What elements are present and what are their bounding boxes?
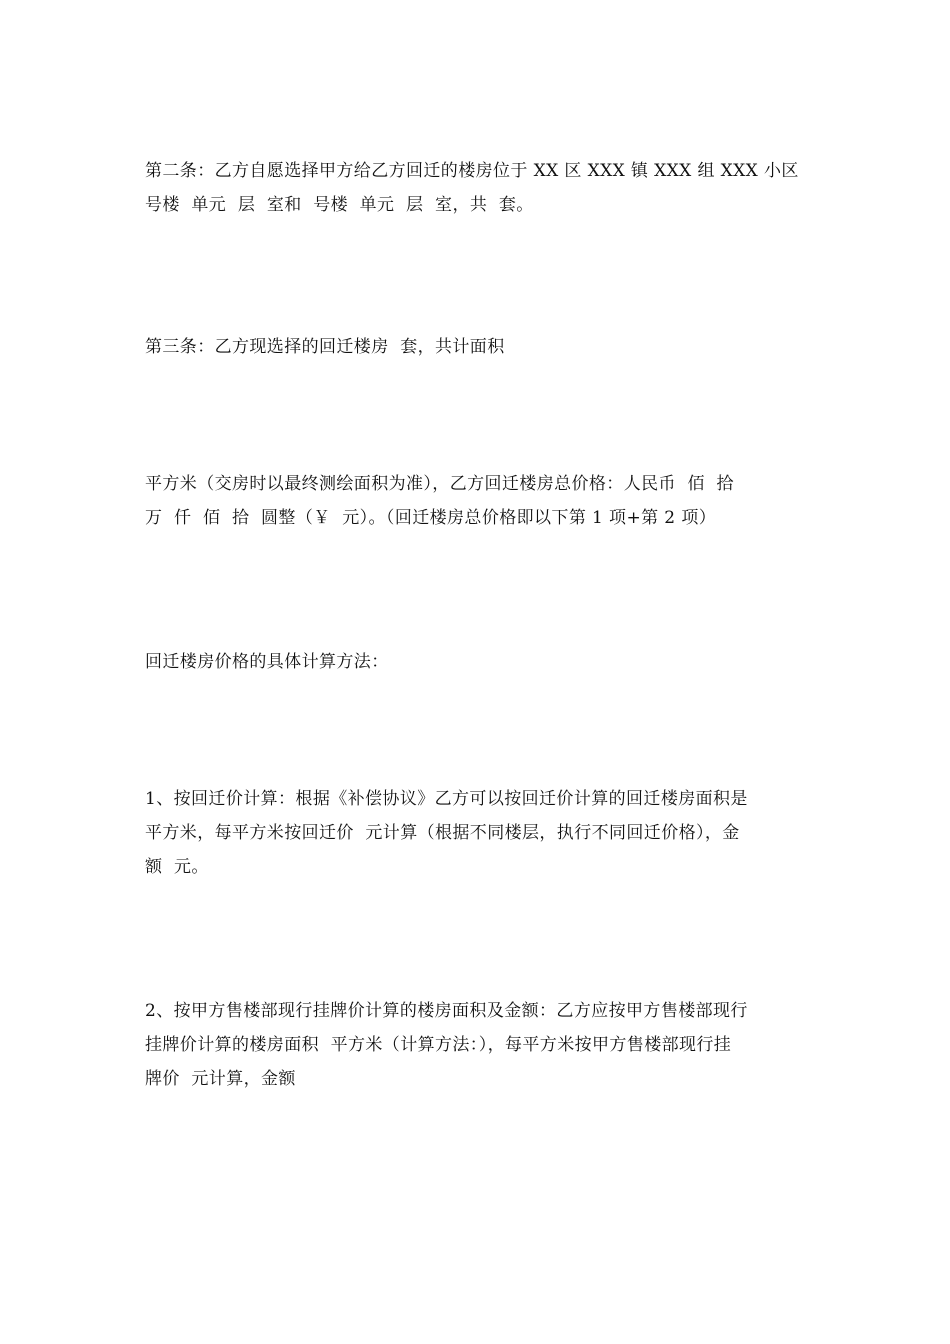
text-line: 回迁楼房价格的具体计算方法： xyxy=(145,652,389,672)
text-line: 平方米（交房时以最终测绘面积为准），乙方回迁楼房总价格：人民币 佰 拾 xyxy=(145,474,734,494)
text-line: 号楼 单元 层 室和 号楼 单元 层 室，共 套。 xyxy=(145,195,534,215)
text-line: 第二条：乙方自愿选择甲方给乙方回迁的楼房位于 XX 区 XXX 镇 XXX 组 XXX 小区 xyxy=(145,161,799,181)
text-line: 第三条：乙方现选择的回迁楼房 套，共计面积 xyxy=(145,337,505,357)
text-line: 万 仟 佰 拾 圆整（￥ 元）。（回迁楼房总价格即以下第 1 项+第 2 项） xyxy=(145,508,717,528)
text-line: 平方米，每平方米按回迁价 元计算（根据不同楼层，执行不同回迁价格），金 xyxy=(145,823,740,843)
text-line: 1、按回迁价计算：根据《补偿协议》乙方可以按回迁价计算的回迁楼房面积是 xyxy=(145,789,748,809)
text-line: 牌价 元计算，金额 xyxy=(145,1069,296,1089)
article-2-paragraph xyxy=(145,154,810,222)
item-1-paragraph xyxy=(145,782,810,884)
text-line: 额 元。 xyxy=(145,857,209,877)
text-line: 挂牌价计算的楼房面积 平方米（计算方法：），每平方米按甲方售楼部现行挂 xyxy=(145,1035,732,1055)
article-3-paragraph xyxy=(145,330,810,364)
item-2-paragraph xyxy=(145,994,810,1096)
calculation-method-heading xyxy=(145,645,810,679)
text-line: 2、按甲方售楼部现行挂牌价计算的楼房面积及金额：乙方应按甲方售楼部现行 xyxy=(145,1001,748,1021)
total-price-paragraph xyxy=(145,467,810,535)
